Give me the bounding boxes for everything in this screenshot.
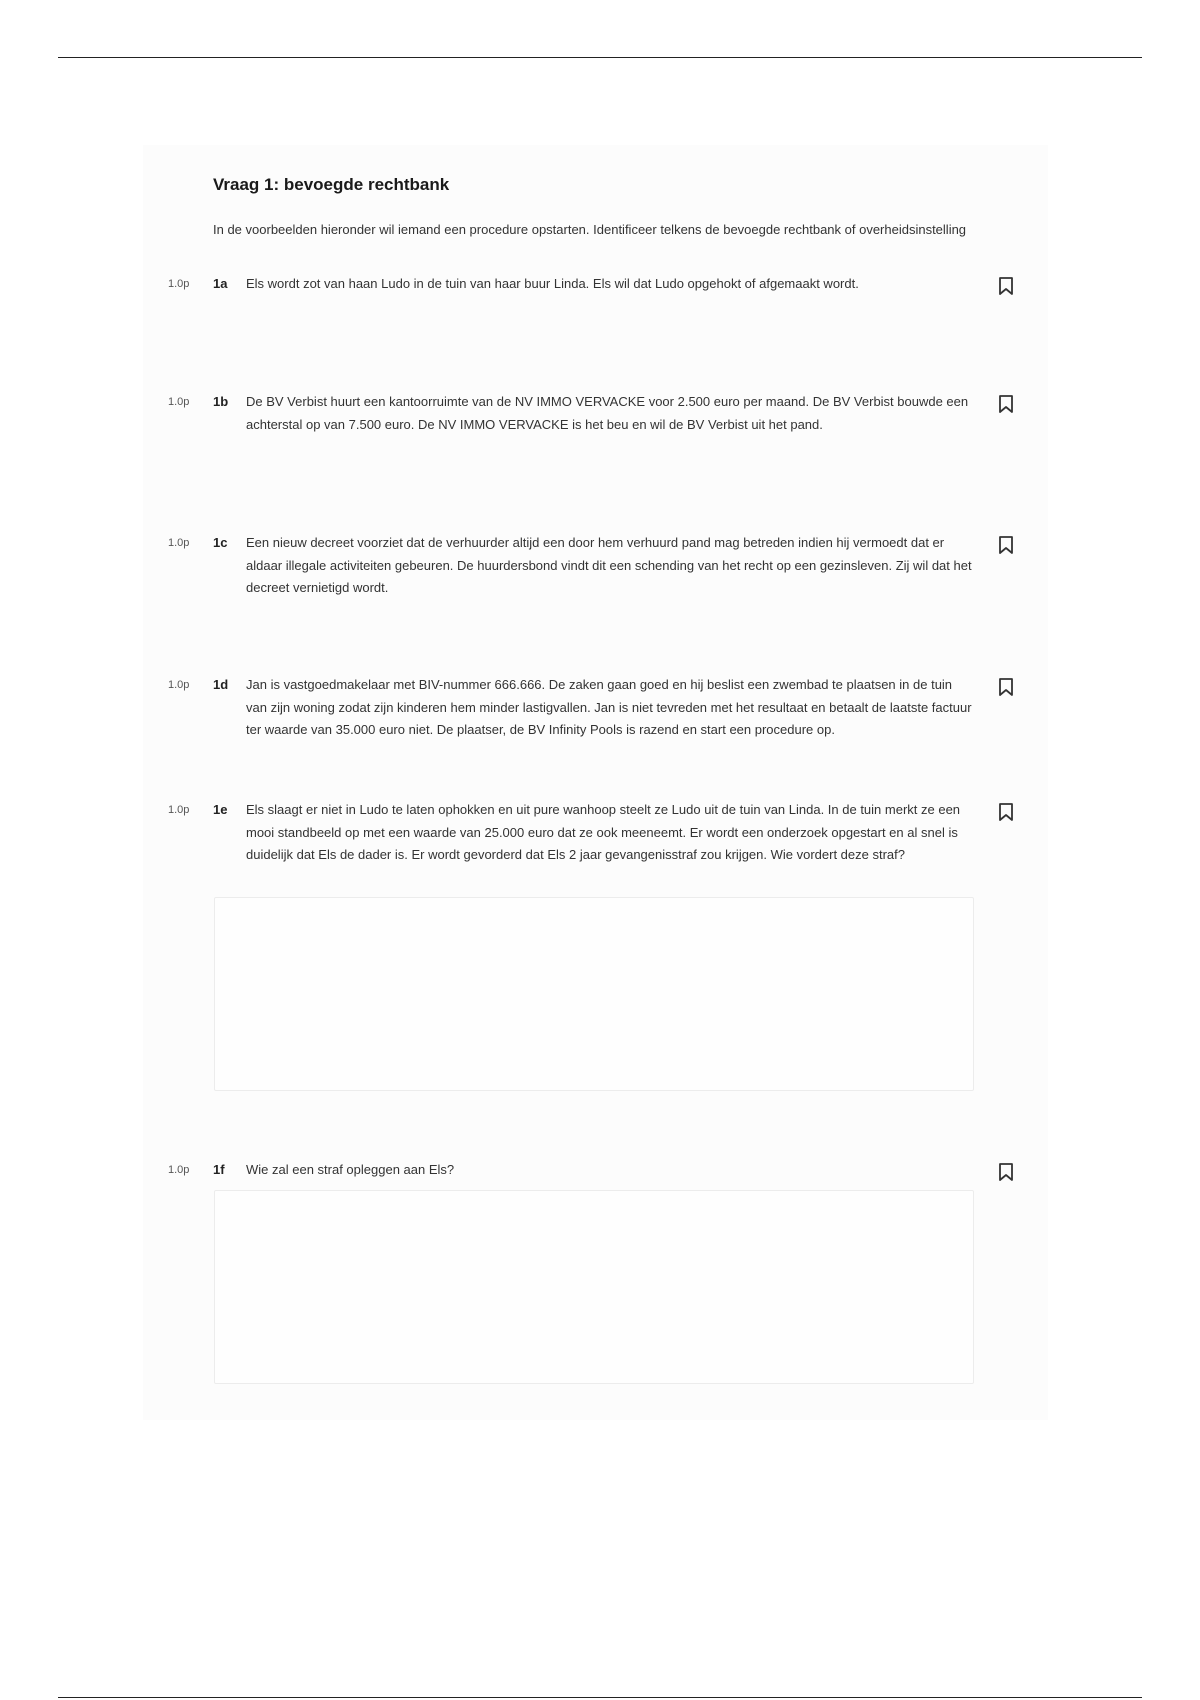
question-points: 1.0p <box>168 278 190 290</box>
bookmark-icon[interactable] <box>998 803 1014 821</box>
bookmark-icon[interactable] <box>998 277 1014 295</box>
bookmark-icon[interactable] <box>998 536 1014 554</box>
question-points: 1.0p <box>168 396 190 408</box>
bottom-rule <box>58 1697 1142 1698</box>
bookmark-icon[interactable] <box>998 678 1014 696</box>
section-intro: In de voorbeelden hieronder wil iemand een procedure opstarten. Identificeer telkens de bevoegde rechtbank of overheidsinstelling <box>213 222 967 237</box>
section-title: Vraag 1: bevoegde rechtbank <box>213 175 450 194</box>
question-points: 1.0p <box>168 679 190 691</box>
question-text: Els slaagt er niet in Ludo te laten ophokken en uit pure wanhoop steelt ze Ludo uit de tuin van Linda. In de tuin merkt ze een mooi standbeeld op met een waarde van 25.000 euro dat ze ook meeneemt. Er wordt een onderzoek opgestart en al snel is duidelijk dat Els de dader is. Er wordt gevorderd dat Els 2 jaar gevangenisstraf zou krijgen. Wie vordert deze straf? <box>246 802 961 862</box>
question-text: Wie zal een straf opleggen aan Els? <box>246 1162 455 1177</box>
question-number: 1d <box>213 677 229 692</box>
question-text: Een nieuw decreet voorziet dat de verhuurder altijd een door hem verhuurd pand mag betreden indien hij vermoedt dat er aldaar illegale activiteiten gebeuren. De huurdersbond vindt dit een schending van het recht op een gezinsleven. Zij wil dat het decreet vernietigd wordt. <box>246 535 972 595</box>
question-number: 1a <box>213 276 228 291</box>
question-number: 1e <box>213 802 228 817</box>
answer-field-1f[interactable] <box>214 1190 974 1384</box>
question-number: 1c <box>213 535 228 550</box>
question-points: 1.0p <box>168 1164 190 1176</box>
question-points: 1.0p <box>168 537 190 549</box>
question-points: 1.0p <box>168 804 190 816</box>
top-rule <box>58 57 1142 58</box>
question-text: Els wordt zot van haan Ludo in de tuin van haar buur Linda. Els wil dat Ludo opgehokt of afgemaakt wordt. <box>246 276 859 291</box>
question-number: 1b <box>213 394 229 409</box>
answer-field-1e[interactable] <box>214 897 974 1091</box>
bookmark-icon[interactable] <box>998 1163 1014 1181</box>
question-text: De BV Verbist huurt een kantoorruimte van de NV IMMO VERVACKE voor 2.500 euro per maand. De BV Verbist bouwde een achterstal op van 7.500 euro. De NV IMMO VERVACKE is het beu en wil de BV Verbist uit het pand. <box>246 394 969 432</box>
question-text: Jan is vastgoedmakelaar met BIV-nummer 666.666. De zaken gaan goed en hij beslist een zwembad te plaatsen in de tuin van zijn woning zodat zijn kinderen hem minder lastigvallen. Jan is niet tevreden met het resultaat en betaalt de laatste factuur ter waarde van 35.000 euro niet. De plaatser, de BV Infinity Pools is razend en start een procedure op. <box>246 677 972 737</box>
question-number: 1f <box>213 1162 225 1177</box>
bookmark-icon[interactable] <box>998 395 1014 413</box>
